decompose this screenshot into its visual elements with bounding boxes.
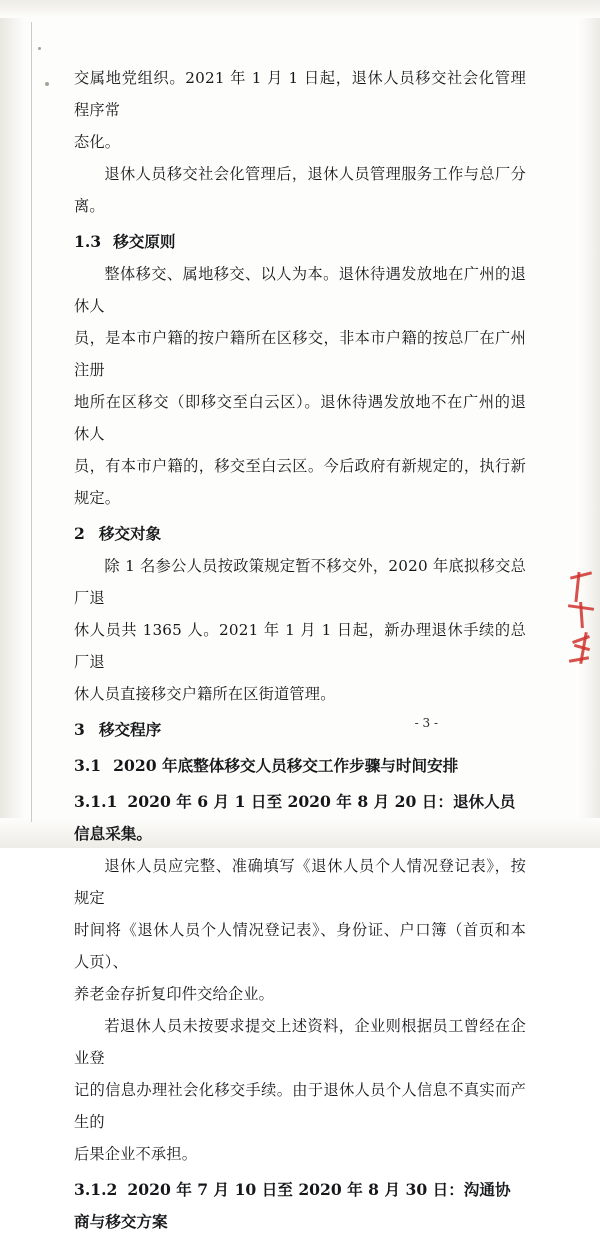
section-heading — [74, 226, 526, 258]
paragraph-line: 员，有本市户籍的，移交至白云区。今后政府有新规定的，执行新规定。 — [74, 457, 526, 507]
paragraph-line: 除 1 名参公人员按政策规定暂不移交外，2020 年底拟移交总厂退 — [74, 557, 526, 607]
section-title: 2020 年 6 月 1 日至 2020 年 8 月 20 日：退休人员信息采集。 — [74, 792, 516, 843]
section-title: 2020 年底整体移交人员移交工作步骤与时间安排 — [113, 756, 459, 775]
paragraph-line: 整体移交、属地移交、以人为本。退休待遇发放地在广州的退休人 — [74, 265, 526, 315]
section-title: 移交程序 — [98, 720, 162, 739]
section-heading — [74, 1174, 526, 1238]
scan-speck — [38, 47, 41, 50]
paragraph-line: 休人员共 1365 人。2021 年 1 月 1 日起，新办理退休手续的总厂退 — [74, 621, 526, 671]
section-heading — [74, 518, 526, 550]
section-number: 3.1 — [74, 756, 102, 775]
section-title: 移交原则 — [113, 232, 176, 251]
paragraph-line: 休人员直接移交户籍所在区街道管理。 — [74, 685, 336, 703]
section-number: 3.1.2 — [74, 1180, 118, 1199]
paragraph-line: 记的信息办理社会化移交手续。由于退休人员个人信息不真实而产生的 — [74, 1081, 526, 1131]
paragraph-line: 时间将《退休人员个人情况登记表》、身份证、户口簿（首页和本人页）、 — [74, 921, 526, 971]
paragraph-line: 退休人员应完整、准确填写《退休人员个人情况登记表》，按规定 — [74, 857, 526, 907]
section-number: 3.1.1 — [74, 792, 118, 811]
page-edge-top — [0, 0, 600, 18]
scan-speck — [45, 82, 49, 86]
paragraph-line: 交属地党组织。2021 年 1 月 1 日起，退休人员移交社会化管理程序常 — [74, 69, 526, 119]
section-number: 1.3 — [74, 232, 102, 251]
margin-rule — [31, 22, 32, 822]
section-title: 2020 年 7 月 10 日至 2020 年 8 月 30 日：沟通协商与移交方案 — [74, 1180, 511, 1231]
document-body — [74, 62, 526, 1238]
section-heading — [74, 750, 526, 782]
section-heading — [74, 786, 526, 850]
page-number: - 3 - — [414, 716, 438, 730]
paragraph-line: 地所在区移交（即移交至白云区）。退休待遇发放地不在广州的退休人 — [74, 393, 526, 443]
paragraph-line: 员，是本市户籍的按户籍所在区移交，非本市户籍的按总厂在广州注册 — [74, 329, 526, 379]
paragraph-line: 养老金存折复印件交给企业。 — [74, 985, 275, 1003]
paragraph-line: 若退休人员未按要求提交上述资料，企业则根据员工曾经在企业登 — [74, 1017, 526, 1067]
section-title: 移交对象 — [98, 524, 162, 543]
paragraph-line: 后果企业不承担。 — [74, 1145, 198, 1163]
page-edge-right — [578, 0, 600, 848]
paragraph-line: 态化。 — [74, 133, 121, 151]
section-number: 2 — [74, 524, 85, 543]
paragraph-line: 退休人员移交社会化管理后，退休人员管理服务工作与总厂分离。 — [74, 165, 526, 215]
section-number: 3 — [74, 720, 85, 739]
